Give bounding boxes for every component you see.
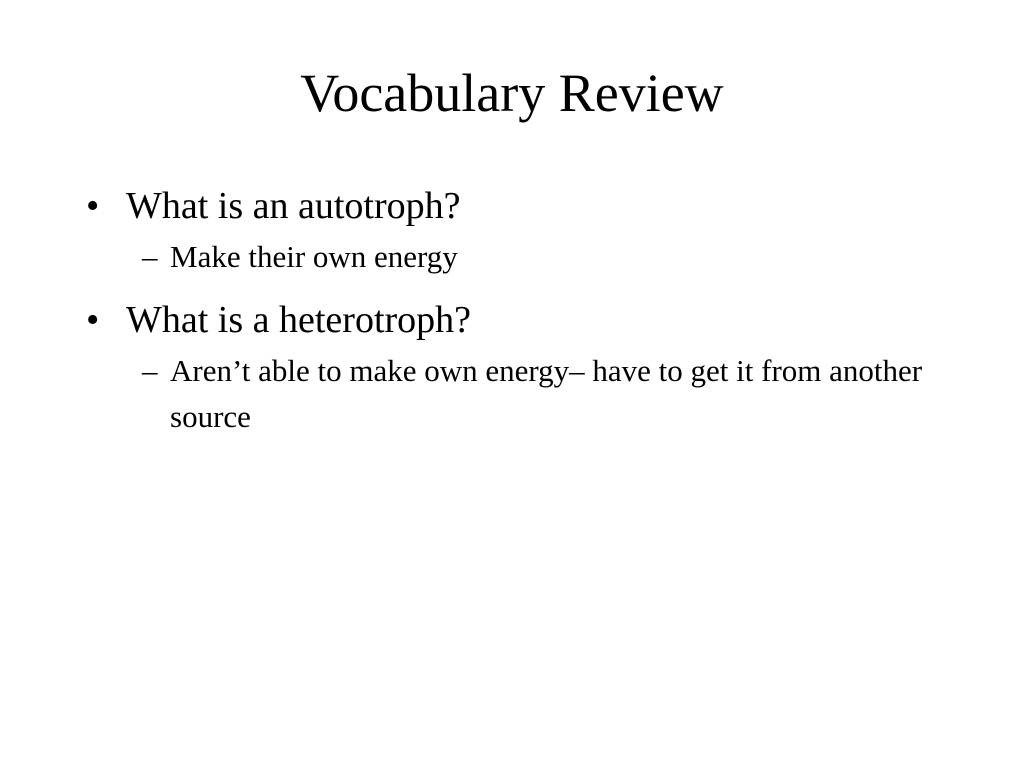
bullet-item (86, 292, 946, 348)
bullet-text: What is an autotroph? (126, 185, 461, 227)
sub-bullet-text: Make their own energy (170, 239, 458, 274)
sub-bullet-text: Aren’t able to make own energy– have to get it from another source (170, 353, 923, 434)
bullet-text: What is a heterotroph? (126, 299, 472, 341)
dash-icon: – (142, 353, 158, 388)
dash-icon: – (142, 239, 158, 274)
bullet-item (86, 178, 946, 234)
sub-bullet-item (86, 234, 946, 280)
bullet-icon: • (86, 299, 100, 341)
slide-title: Vocabulary Review (300, 63, 724, 123)
sub-bullet-item (86, 348, 946, 440)
slide-body (86, 178, 946, 452)
bullet-icon: • (86, 185, 100, 227)
